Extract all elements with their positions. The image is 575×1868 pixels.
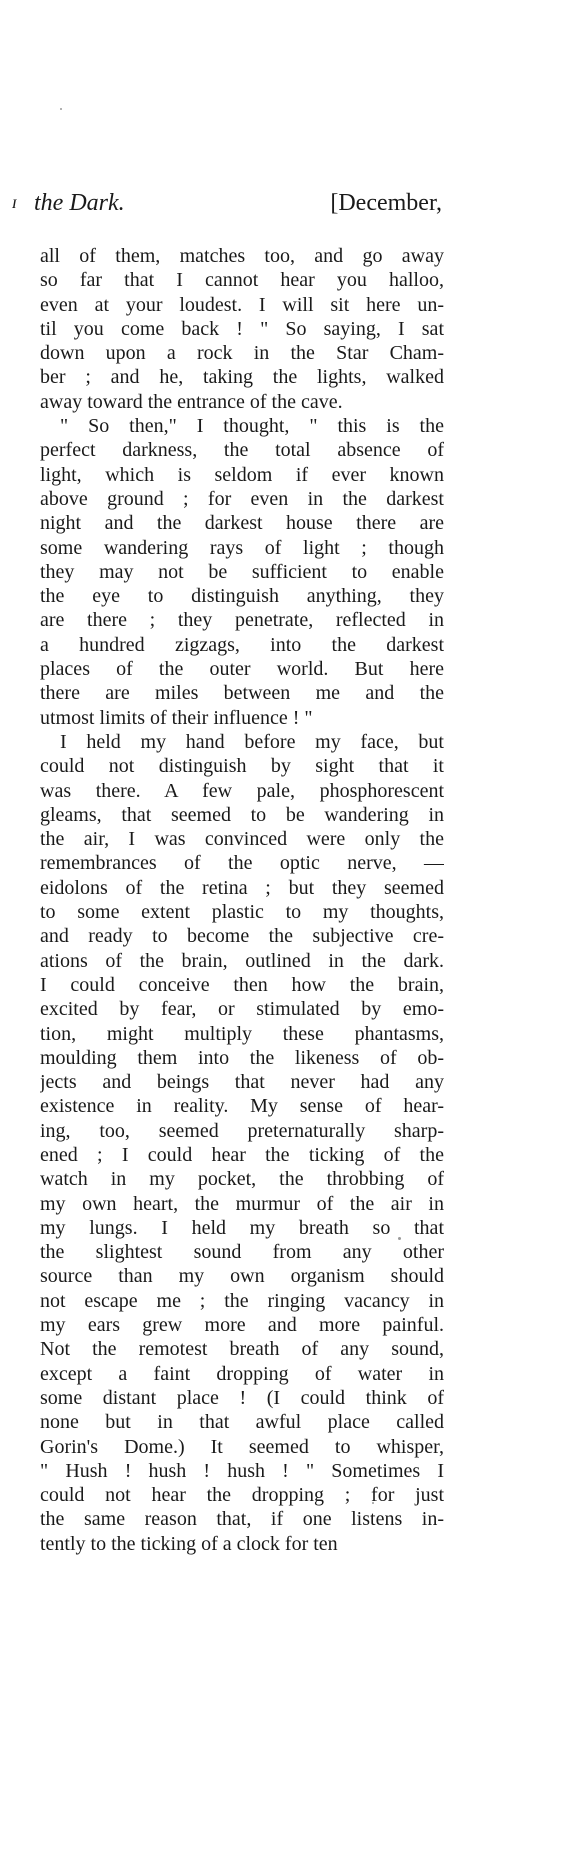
text-line: I held my hand before my face, but xyxy=(60,730,444,753)
text-line: are there ; they penetrate, reflected in xyxy=(40,609,444,632)
text-line: " Hush ! hush ! hush ! " Sometimes I xyxy=(40,1459,444,1482)
text-line: moulding them into the likeness of ob- xyxy=(40,1046,444,1069)
text-line: my lungs. I held my breath so that xyxy=(40,1216,444,1239)
text-line: " So then," I thought, " this is the xyxy=(60,415,444,438)
text-line: tion, might multiply these phantasms, xyxy=(40,1022,444,1045)
text-line: Gorin's Dome.) It seemed to whisper, xyxy=(40,1435,444,1458)
text-line: was there. A few pale, phosphorescent xyxy=(40,779,444,802)
text-line: even at your loudest. I will sit here un- xyxy=(40,293,444,316)
text-line: could not distinguish by sight that it xyxy=(40,755,444,778)
text-line: remembrances of the optic nerve, — xyxy=(40,852,444,875)
text-line: the air, I was convinced were only the xyxy=(40,828,444,851)
text-line: Not the remotest breath of any sound, xyxy=(40,1338,444,1361)
text-line: some distant place ! (I could think of xyxy=(40,1386,444,1409)
text-line: I could conceive then how the brain, xyxy=(40,973,444,996)
text-line: my ears grew more and more painful. xyxy=(40,1314,444,1337)
text-line: places of the outer world. But here xyxy=(40,658,444,681)
text-line: light, which is seldom if ever known xyxy=(40,463,444,486)
text-line: the same reason that, if one listens in- xyxy=(40,1508,444,1531)
text-line: gleams, that seemed to be wandering in xyxy=(40,803,444,826)
text-line: the eye to distinguish anything, they xyxy=(40,585,444,608)
text-line: they may not be sufficient to enable xyxy=(40,560,444,583)
text-line: the slightest sound from any other xyxy=(40,1241,444,1264)
text-line: ing, too, seemed preternaturally sharp- xyxy=(40,1119,444,1142)
text-line: away toward the entrance of the cave. xyxy=(40,390,343,413)
running-month: [December, xyxy=(330,190,442,216)
text-line: watch in my pocket, the throbbing of xyxy=(40,1168,444,1191)
text-line: a hundred zigzags, into the darkest xyxy=(40,633,444,656)
text-line: excited by fear, or stimulated by emo- xyxy=(40,998,444,1021)
text-line: ations of the brain, outlined in the dark. xyxy=(40,949,444,972)
scan-speck xyxy=(60,108,62,110)
text-line: not escape me ; the ringing vacancy in xyxy=(40,1289,444,1312)
text-line: night and the darkest house there are xyxy=(40,512,444,535)
text-line: perfect darkness, the total absence of xyxy=(40,439,444,462)
page-marker: ɪ xyxy=(12,192,17,212)
text-line: ber ; and he, taking the lights, walked xyxy=(40,366,444,389)
text-line: all of them, matches too, and go away xyxy=(40,245,444,267)
text-line: source than my own organism should xyxy=(40,1265,444,1288)
text-line: to some extent plastic to my thoughts, xyxy=(40,901,444,924)
text-line: above ground ; for even in the darkest xyxy=(40,487,444,510)
text-line: eidolons of the retina ; but they seemed xyxy=(40,876,444,899)
text-line: could not hear the dropping ; for just xyxy=(40,1484,444,1507)
body-text xyxy=(40,244,444,1556)
text-line: there are miles between me and the xyxy=(40,682,444,705)
text-line: some wandering rays of light ; though xyxy=(40,536,444,559)
running-header xyxy=(12,190,442,224)
text-line: ened ; I could hear the ticking of the xyxy=(40,1143,444,1166)
text-line: jects and beings that never had any xyxy=(40,1071,444,1094)
text-line: except a faint dropping of water in xyxy=(40,1362,444,1385)
running-title: the Dark. xyxy=(34,190,125,216)
text-line: my own heart, the murmur of the air in xyxy=(40,1192,444,1215)
text-line: none but in that awful place called xyxy=(40,1411,444,1434)
text-line: til you come back ! " So saying, I sat xyxy=(40,317,444,340)
text-line: existence in reality. My sense of hear- xyxy=(40,1095,444,1118)
text-line: down upon a rock in the Star Cham- xyxy=(40,342,444,365)
text-line: and ready to become the subjective cre- xyxy=(40,925,444,948)
text-line: so far that I cannot hear you halloo, xyxy=(40,269,444,292)
text-line: tently to the ticking of a clock for ten xyxy=(40,1532,338,1555)
text-line: utmost limits of their influence ! " xyxy=(40,706,313,729)
